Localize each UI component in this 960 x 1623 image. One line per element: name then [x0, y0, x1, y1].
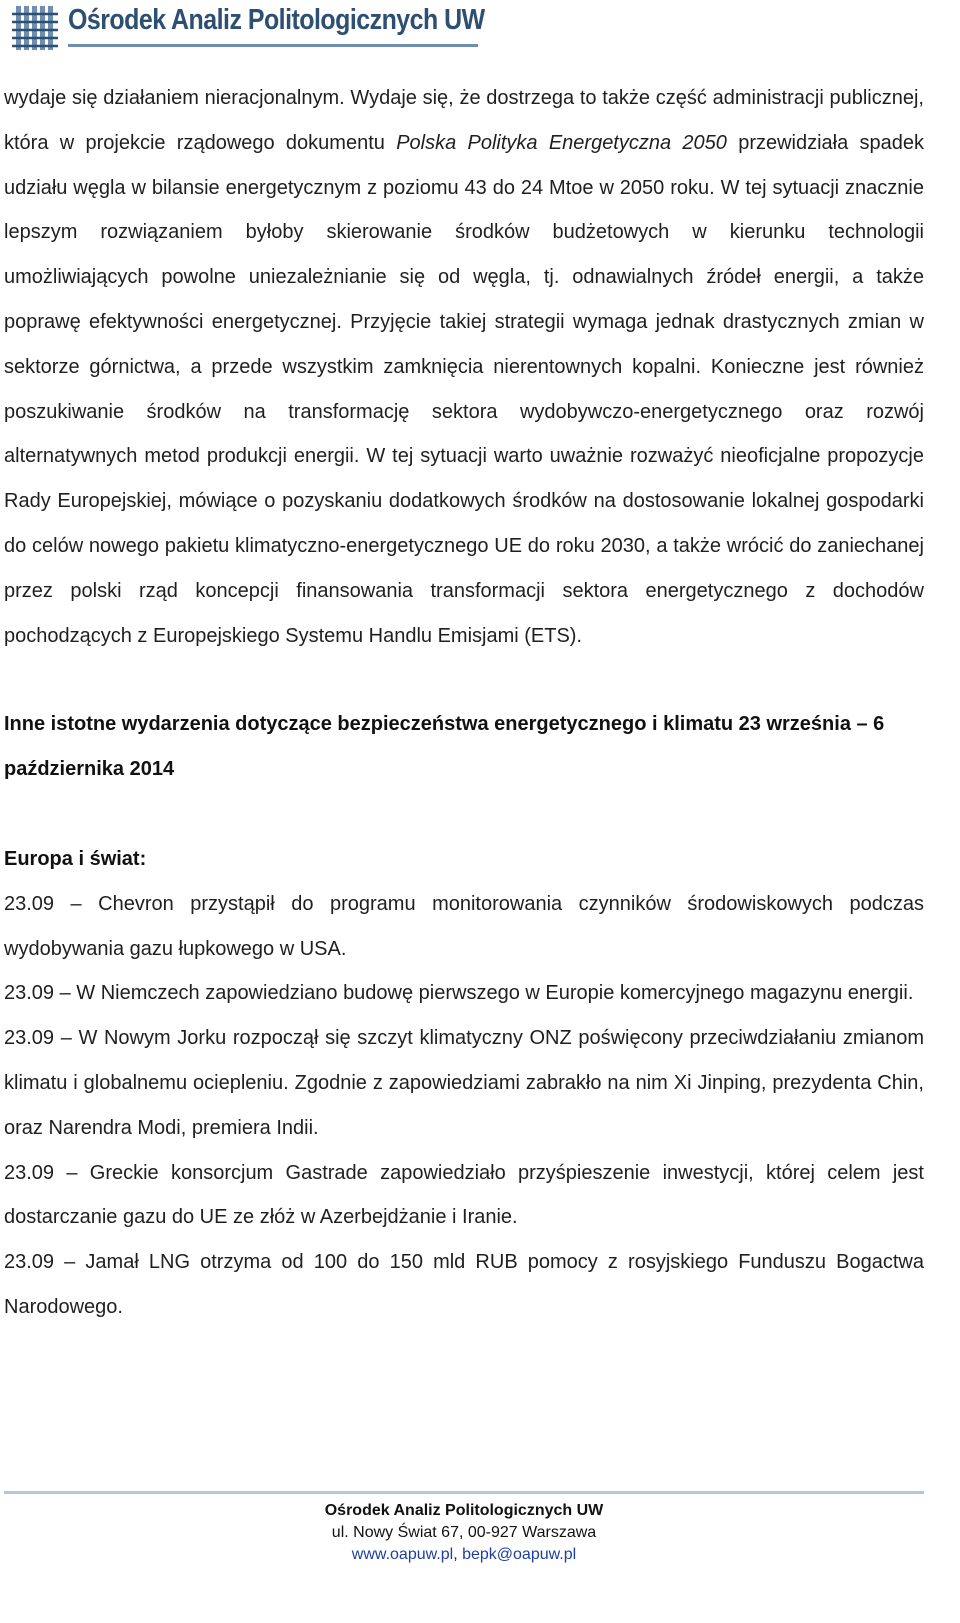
footer-address: ul. Nowy Świat 67, 00-927 Warszawa	[331, 1524, 597, 1541]
footer	[0, 1500, 928, 1566]
subheading-europe-world: Europa i świat:	[4, 847, 147, 870]
section-heading: Inne istotne wydarzenia dotyczące bezpieczeństwa energetycznego i klimatu 23 września – 6 października 2014	[4, 713, 885, 781]
email-link[interactable]: bepk@oapuw.pl	[462, 1546, 577, 1563]
contact-separator: ,	[453, 1546, 463, 1563]
event-item: 23.09 – Jamał LNG otrzyma od 100 do 150 mld RUB pomocy z rosyjskiego Funduszu Bogactwa Narodowego.	[4, 1251, 924, 1318]
event-item: 23.09 – W Nowym Jorku rozpoczął się szczyt klimatyczny ONZ poświęcony przeciwdziałaniu zmianom klimatu i globalnemu ociepleniu. Zgodnie z zapowiedziami zabrakło na nim Xi Jinping, prezydenta Chin, oraz Narendra Modi, premiera Indii.	[4, 1027, 924, 1139]
paragraph-text: przewidziała spadek udziału węgla w bilansie energetycznym z poziomu 43 do 24 Mtoe w 2050 roku. W tej sytuacji znacznie lepszym rozwiązaniem byłoby skierowanie środków budżetowych w kierunku technologii umożliwiających powolne uniezależnianie się od węgla, tj. odnawialnych źródeł energii, a także poprawę efektywności energetycznej. Przyjęcie takiej strategii wymaga jednak drastycznych zmian w sektorze górnictwa, a przede wszystkim zamknięcia nierentownych kopalni. Konieczne jest również poszukiwanie środków na transformację sektora wydobywczo-energetycznego oraz rozwój alternatywnych metod produkcji energii. W tej sytuacji warto uważnie rozważyć nieoficjalne propozycje Rady Europejskiej, mówiące o pozyskaniu dodatkowych środków na dostosowanie lokalnej gospodarki do celów nowego pakietu klimatyczno-energetycznego UE do roku 2030, a także wrócić do zaniechanej przez polski rząd koncepcji finansowania transformacji sektora energetycznego z dochodów pochodzących z Europejskiego Systemu Handlu Emisjami (ETS).	[4, 131, 925, 647]
header-logo	[12, 2, 485, 58]
body-paragraph	[4, 76, 924, 658]
footer-divider	[4, 1491, 924, 1494]
event-item: 23.09 – W Niemczech zapowiedziano budowę pierwszego w Europie komercyjnego magazynu energii.	[4, 982, 914, 1005]
logo-underline	[68, 44, 478, 47]
event-item: 23.09 – Chevron przystąpił do programu monitorowania czynników środowiskowych podczas wydobywania gazu łupkowego w USA.	[4, 892, 924, 960]
website-link[interactable]: www.oapuw.pl	[351, 1546, 454, 1563]
footer-org: Ośrodek Analiz Politologicznych UW	[324, 1502, 604, 1519]
document-title-italic: Polska Polityka Energetyczna 2050	[396, 131, 727, 154]
document-body	[4, 76, 924, 1330]
footer-contacts	[0, 1544, 928, 1566]
event-item: 23.09 – Greckie konsorcjum Gastrade zapowiedziało przyśpieszenie inwestycji, której celem jest dostarczanie gazu do UE ze złóż w Azerbejdżanie i Iranie.	[4, 1161, 924, 1229]
oapuw-logo-icon	[12, 2, 62, 54]
org-name-logo-text: Ośrodek Analiz Politologicznych UW	[68, 4, 485, 36]
paragraph-text: wydaje się działaniem nieracjonalnym. Wydaje się, że dostrzega to także część administracji publicznej, która w projekcie rządowego dokumentu	[4, 87, 924, 154]
